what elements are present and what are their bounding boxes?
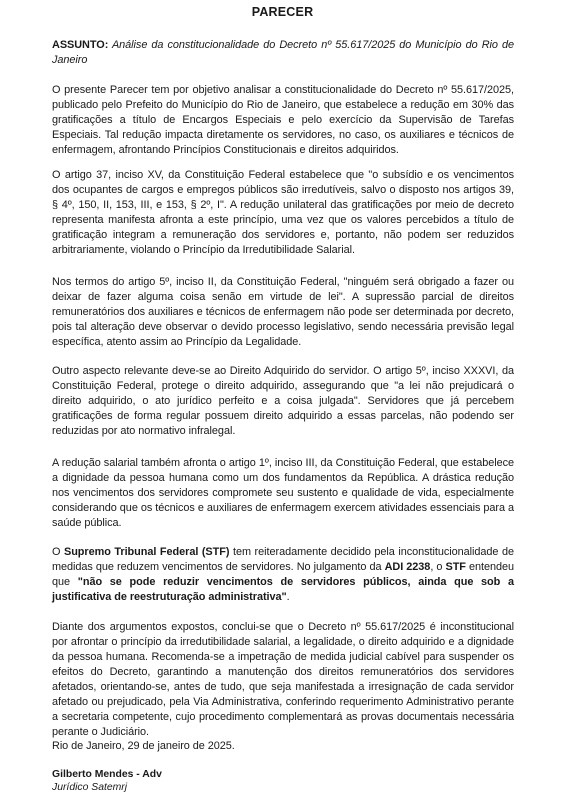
subject-text: Análise da constitucionalidade do Decreto nº 55.617/2025 do Município do Rio de Janeiro xyxy=(52,39,514,66)
paragraph-introduction: O presente Parecer tem por objetivo analisar a constitucionalidade do Decreto nº 55.617/2025, publicado pelo Prefeito do Município do Rio de Janeiro, que estabelece a redução em 30% das gratificações a título de Encargos Especiais e pelo exercício da Supervisão de Tarefas Especiais. Tal redução impacta diretamente os servidores, no caso, os auxiliares e técnicos de enfermagem, afrontando Princípios Constitucionais e direitos adquiridos. xyxy=(52,84,514,156)
p6-text-i: . xyxy=(286,591,290,603)
paragraph-acquired-right: Outro aspecto relevante deve-se ao Direito Adquirido do servidor. O artigo 5º, inciso XXXVI, da Constituição Federal, protege o direito adquirido, assegurando que "a lei não prejudicará o direito adquirido, o ato jurídico perfeito e a coisa julgada". Servidores que já percebem gratificações de forma regular possuem direito adquirido a essas parcelas, não podendo ser reduzidas por ato normativo infralegal. xyxy=(52,365,514,437)
p6-text-e: , o xyxy=(430,561,446,573)
p6-text-a: O xyxy=(52,546,64,558)
paragraph-legality: Nos termos do artigo 5º, inciso II, da Constituição Federal, "ninguém será obrigado a fazer ou deixar de fazer alguma coisa senão em virtude de lei". A supressão parcial de direitos remuneratórios dos auxiliares e técnicos de enfermagem não pode ser determinada por decreto, pois tal alteração deve observar o devido processo legislativo, sendo necessária previsão legal específica, atento assim ao Princípio da Legalidade. xyxy=(52,276,514,348)
stf-name: Supremo Tribunal Federal (STF) xyxy=(63,546,230,558)
document-title: PARECER xyxy=(251,5,314,19)
p6-text-c: tem reiteradamente decidido pela inconstitucionalidade de medidas que reduzem vencimentos de servidores. No julgamento da xyxy=(52,546,514,573)
signature-block xyxy=(52,768,162,794)
stf-quote: "não se pode reduzir vencimentos de servidores públicos, ainda que sob a justificativa de reestruturação administrativa" xyxy=(52,576,514,603)
subject-label: ASSUNTO: xyxy=(52,39,109,51)
p6-text-g: entendeu que xyxy=(52,561,515,588)
signature-role: Jurídico Satemrj xyxy=(52,782,128,793)
signature-name: Gilberto Mendes - Adv xyxy=(52,769,162,780)
paragraph-human-dignity: A redução salarial também afronta o artigo 1º, inciso III, da Constituição Federal, que estabelece a dignidade da pessoa humana como um dos fundamentos da República. A drástica redução nos vencimentos dos servidores compromete seu sustento e qualidade de vida, especialmente considerando que os técnicos e auxiliares de enfermagem exercem atividades essenciais para a saúde pública. xyxy=(52,457,514,529)
stf-abbr: STF xyxy=(445,561,466,573)
date-line: Rio de Janeiro, 29 de janeiro de 2025. xyxy=(52,740,235,752)
paragraph-article-37: O artigo 37, inciso XV, da Constituição Federal estabelece que "o subsídio e os vencimentos dos ocupantes de cargos e empregos públicos são irredutíveis, salvo o disposto nos artigos 39, § 4º, 150, II, 153, III, e 153, § 2º, I". A redução unilateral das gratificações por meio de decreto representa manifesta afronta a este princípio, uma vez que os valores percebidos a título de gratificação integram a remuneração dos servidores e, portanto, não podem ser reduzidos arbitrariamente, violando o Princípio da Irredutibilidade Salarial. xyxy=(52,169,514,256)
adi-reference: ADI 2238 xyxy=(384,561,431,573)
paragraph-stf-jurisprudence xyxy=(52,545,514,605)
subject-line xyxy=(52,38,514,68)
paragraph-conclusion: Diante dos argumentos expostos, conclui-se que o Decreto nº 55.617/2025 é inconstitucional por afrontar o princípio da irredutibilidade salarial, a legalidade, o direito adquirido e a dignidade da pessoa humana. Recomenda-se a impetração de medida judicial cabível para suspender os efeitos do Decreto, garantindo a manutenção dos direitos remuneratórios dos servidores afetados, orientando-se, antes de tudo, que seja manifestada a irresignação de cada servidor afetado ou prejudicado, pela Via Administrativa, conferindo requerimento Administrativo perante a secretaria competente, cujo procedimento complementará as provas documentais necessária perante o Judiciário. xyxy=(52,621,514,738)
